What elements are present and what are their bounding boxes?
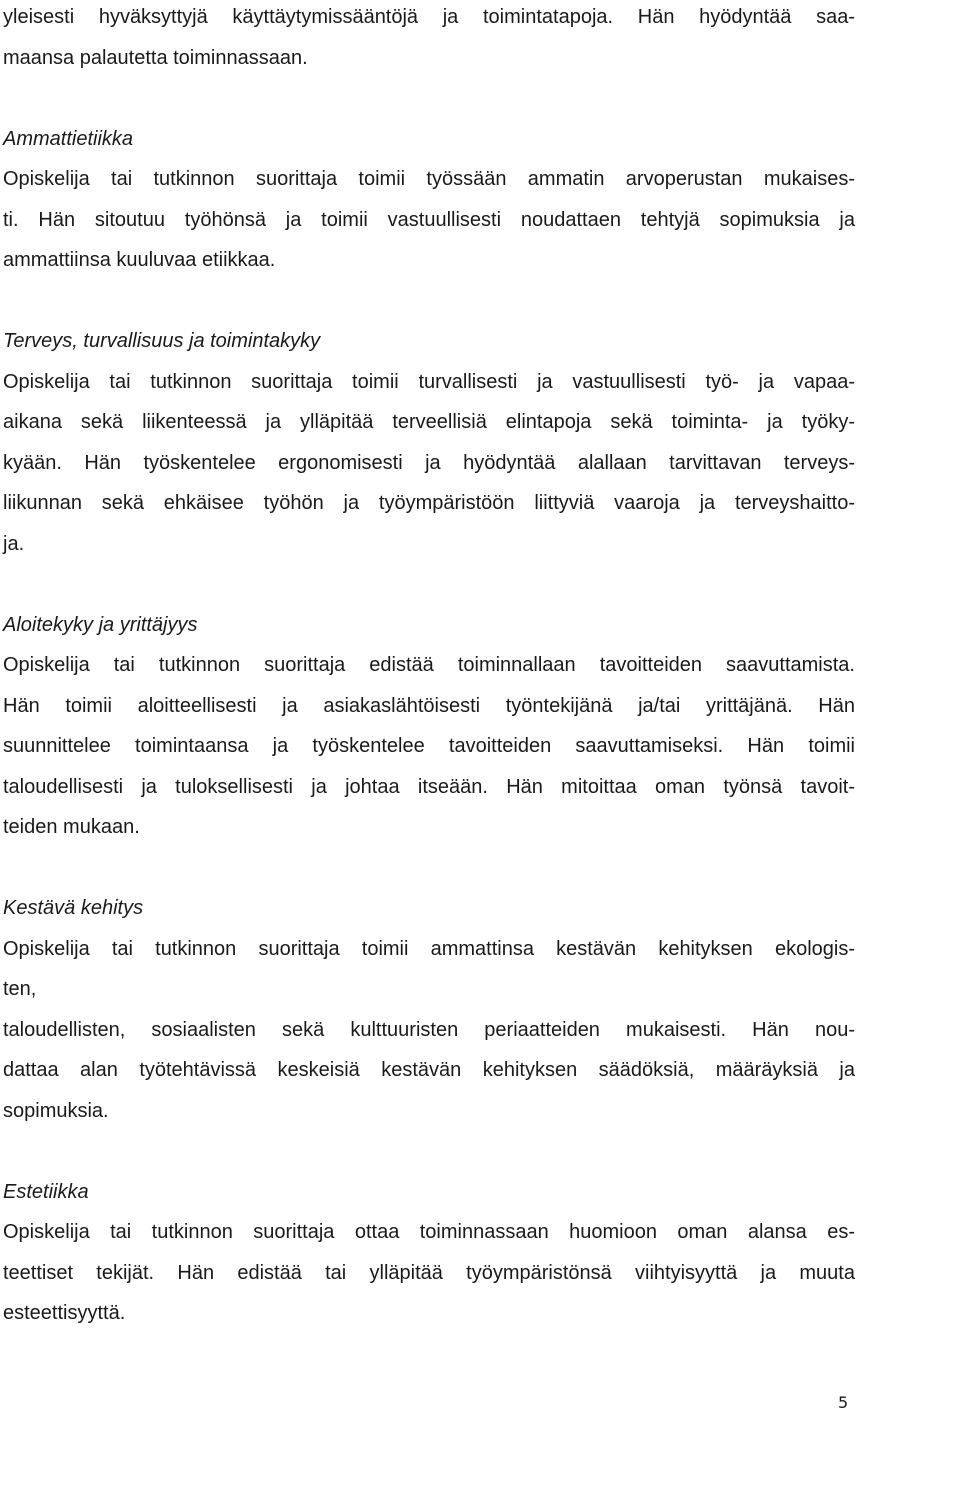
paragraph-line: ti. Hän sitoutuu työhönsä ja toimii vastuullisesti noudattaen tehtyjä sopimuksia ja [3,208,855,231]
paragraph-line: Opiskelija tai tutkinnon suorittaja toimii ammattinsa kestävän kehityksen ekologis- [3,937,855,960]
paragraph-line: dattaa alan työtehtävissä keskeisiä kestävän kehityksen säädöksiä, määräyksiä ja [3,1059,855,1081]
paragraph-line: sopimuksia. [3,1099,109,1122]
paragraph-line: taloudellisten, sosiaalisten sekä kulttuuristen periaatteiden mukaisesti. Hän nou- [3,1018,855,1041]
section-estetiikka [3,1172,855,1334]
section-heading: Terveys, turvallisuus ja toimintakyky [3,330,321,352]
section-terveys [3,321,855,564]
paragraph-line: teettiset tekijät. Hän edistää tai ylläpitää työympäristönsä viihtyisyyttä ja muuta [3,1261,855,1284]
paragraph-line: ten, [3,978,37,1000]
paragraph-line: Opiskelija tai tutkinnon suorittaja ottaa toiminnassaan huomioon oman alansa es- [3,1221,855,1243]
paragraph-line: Hän toimii aloitteellisesti ja asiakaslähtöisesti työntekijänä ja/tai yrittäjänä. Hän [3,694,855,717]
paragraph-line: Opiskelija tai tutkinnon suorittaja toimii turvallisesti ja vastuullisesti työ- ja vapaa- [3,370,855,393]
section-ammattietiikka [3,119,855,281]
paragraph-line: esteettisyyttä. [3,1302,126,1324]
spacer [3,78,855,119]
section-heading: Ammattietiikka [3,127,134,150]
section-heading: Estetiikka [3,1180,89,1203]
paragraph-line: yleisesti hyväksyttyjä käyttäytymissääntöjä ja toimintatapoja. Hän hyödyntää saa- [3,6,855,28]
paragraph-line: ja. [3,532,25,555]
intro-paragraph [3,0,855,78]
paragraph-line: teiden mukaan. [3,816,140,838]
section-heading: Kestävä kehitys [3,897,144,919]
paragraph-line: ammattiinsa kuuluvaa etiikkaa. [3,249,276,271]
page-number: 5 [838,1393,849,1412]
spacer [3,848,855,889]
paragraph-line: aikana sekä liikenteessä ja ylläpitää terveellisiä elintapoja sekä toiminta- ja työky- [3,411,855,433]
paragraph-line: kyään. Hän työskentelee ergonomisesti ja hyödyntää alallaan tarvittavan terveys- [3,451,855,474]
paragraph-line: maansa palautetta toiminnassaan. [3,46,308,69]
section-aloitekyky [3,605,855,848]
spacer [3,281,855,322]
paragraph-line: suunnittelee toimintaansa ja työskentelee tavoitteiden saavuttamiseksi. Hän toimii [3,735,855,757]
section-heading: Aloitekyky ja yrittäjyys [3,613,198,636]
paragraph-line: liikunnan sekä ehkäisee työhön ja työympäristöön liittyviä vaaroja ja terveyshaitto- [3,492,855,514]
paragraph-line: Opiskelija tai tutkinnon suorittaja toimii työssään ammatin arvoperustan mukaises- [3,168,855,190]
paragraph-line: Opiskelija tai tutkinnon suorittaja edistää toiminnallaan tavoitteiden saavuttamista. [3,654,855,676]
spacer [3,564,855,605]
section-kestava-kehitys [3,888,855,1131]
document-body [3,0,855,1334]
paragraph-line: taloudellisesti ja tuloksellisesti ja johtaa itseään. Hän mitoittaa oman työnsä tavoit- [3,775,855,798]
spacer [3,1131,855,1172]
